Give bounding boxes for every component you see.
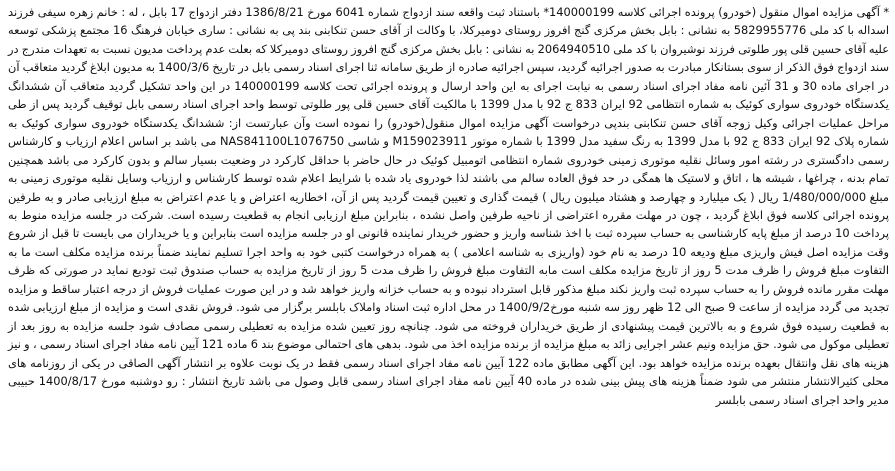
auction-notice-text: * آگهی مزایده اموال منقول (خودرو) پرونده اجرائی کلاسه 140000199* باستناد ثبت واقعه سند ازدواج شماره 6041 مورخ 1386/8/21 دفتر ازدواج 17 بابل ، له : خانم زهره سیفی فرزند اسداله با کد ملی 5829955776 به نشانی : بابل بخش مرکزی گنج افروز روستای دومیرکلا، با وکالت از آقای حسن تنکابنی بند پی به نشانی : ساری خیابان فرهنگ 16 مجتمع پزشکی توسعه علیه آقای حسین قلی پور طلوتی فرزند نوشیروان با کد ملی 2064940510 به نشانی : بابل بخش مرکزی گنج افروز روستای دومیرکلا که بعلت عدم پرداخت مدیون نسبت به تعهدات مندرج در سند ازدواج فوق الذکر از سوی بستانکار مبادرت به صدور اجرائیه گردید، سپس اجرائیه صادره از طریق سامانه ثنا اجرای اسناد رسمی بابل در تاریخ 1400/3/6 به مدیون ابلاغ گردید متعاقب آن در اجرای ماده 30 و 31 آئین نامه مفاد اجرای اسناد رسمی به نیابت اجرای به این واحد ارسال و پرونده اجرائی تحت کلاسه 140000199 در این واحد تشکیل گردید متعاقب آن ششدانگ یکدستگاه خودروی سواری کوئیک به شماره انتظامی 92 ایران 833 ج 92 با مدل 1399 با مالکیت آقای حسین قلی پور طلوتی توسط واحد اجرای اسناد رسمی بابل توقیف گردید پس از طی مراحل عملیات اجرائی وکیل زوجه آقای حسن تنکابنی بندپی درخواست آگهی مزایده اموال منقول(خودرو) را نموده است وآن عبارتست از: ششدانگ یکدستگاه خودروی سواری کوئیک به شماره پلاک 92 ایران 833 ج 92 با مدل 1399 به رنگ سفید مدل 1399 با شماره موتور M159023911 و شاسی NAS841100L1076750 می باشد بر اساس اعلام ارزیاب و کارشناس رسمی دادگستری در رشته امور وسائل نقلیه موتوری زمینی خودروی شماره انتظامی اتومبیل کوئیک در حال حاضر با حداقل کارکرد در وضعیت بسیار سالم و بدون کارکرد می باشد همچنین تمام بدنه ، چراغها ، شیشه ها ، اتاق و لاستیک ها همگی در حد فوق العاده سالم می باشند لذا خودروی یاد شده با شرایط اعلام شده توسط کارشناس و ارزیاب وسایل نقلیه موتوری زمینی به مبلغ 1/480/000/000 ریال ( یک میلیارد و چهارصد و هشتاد میلیون ریال ) قیمت گذاری و تعیین قیمت گردید پس از آن، اخطاریه اعتراض و یا عدم اعتراض به مبلغ ارزیابی صادر و به طرفین پرونده اجرائی کلاسه فوق ابلاغ گردید ، چون در مهلت مقرره اعتراضی از ناحیه طرفین واصل نشده ، بنابراین مبلغ ارزیابی انجام به قطعیت رسیده است. شرکت در جلسه مزایده منوط به پرداخت 10 درصد از مبلغ پایه کارشناسی به حساب سپرده ثبت با اخذ شناسه واریز و حضور خریدار نماینده قانونی او در جلسه مزایده است بنابراین و یا خریداران می بایست تا قبل از شروع وقت مزایده اصل فیش واریزی مبلغ ودیعه 10 درصد به نام خود (واریزی به شناسه اعلامی ) به همراه درخواست کتبی خود به واحد اجرا تسلیم نمایند ضمناً برنده مزایده مکلف است ما به التفاوت مبلغ فروش را ظرف مدت 5 روز از تاریخ مزایده مکلف است مابه التفاوت مبلغ فروش را ظرف مدت 5 روز از تاریخ مزایده به حساب صندوق ثبت تودیع نماید در صورتی که ظرف مهلت مقرر مانده فروش را به حساب سپرده ثبت واریز نکند مبلغ مذکور قابل استرداد نبوده و به حساب خزانه واریز خواهد شد و در این صورت عملیات فروش از درجه اعتبار ساقط و مزایده تجدید می گردد مزایده از ساعت 9 صبح الی 12 ظهر روز سه شنبه مورخ1400/9/2 در محل اداره ثبت اسناد واملاک بابلسر برگزار می شود. فروش نقدی است و مزایده از مبلغ ارزیابی شده به قطعیت رسیده فوق شروع و به بالاترین قیمت پیشنهادی از طریق خریداران فروخته می شود. چنانچه روز تعیین شده مزایده به تعطیلی رسمی مصادف شود جلسه مزایده به روز بعد از تعطیلی موکول می شود. حق مزایده ونیم عشر اجرایی زائد به مبلغ مزایده از برنده مزایده اخذ می شود. بدهی های احتمالی موضوع بند 6 ماده 121 آیین نامه مفاد اجرای اسناد رسمی ، و نیز هزینه های نقل وانتقال بعهده برنده مزایده خواهد بود. این آگهی مطابق ماده 122 آیین نامه مفاد اجرای اسناد رسمی فقط در یک نوبت علاوه بر انتشار آگهی الصاقی در یکی از روزنامه های محلی کثیرالانتشار منتشر می شود ضمناً هزینه های پیش بینی شده در ماده 40 آیین نامه مفاد اجرای اسناد رسمی قابل وصول می باشد تاریخ انتشار : رو دوشنبه مورخ 1400/8/17 حبیبی مدیر واحد اجرای اسناد رسمی بابلسر <box>8 5 890 407</box>
